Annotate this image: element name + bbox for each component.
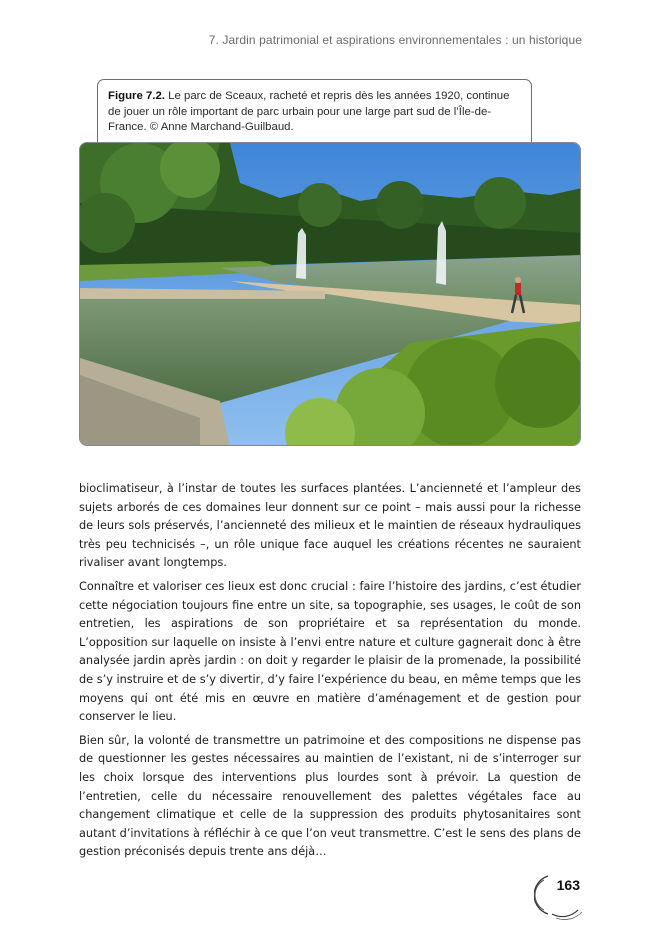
paragraph: bioclimatiseur, à l’instar de toutes les surfaces plantées. L’ancienneté et l’ampleur des sujets arborés de ces domaines leur donnent sur ce point – mais aussi pour la richesse de leurs sols préservés, l’ancienneté des milieux et le maintien de réseaux hydrauliques très peu technicisés –, un rôle unique face auquel les créations récentes ne sauraient rivaliser avant longtemps. xyxy=(79,482,581,570)
running-header: 7. Jardin patrimonial et aspirations environnementales : un historique xyxy=(208,33,582,47)
figure-caption xyxy=(97,79,532,143)
figure-photo xyxy=(79,142,581,446)
figure-label: Figure 7.2. xyxy=(108,90,165,102)
page-number: 163 xyxy=(556,877,580,893)
paragraph: Connaître et valoriser ces lieux est donc crucial : faire l’histoire des jardins, c’est étudier cette négociation toujours fine entre un site, sa topographie, ses usages, le coût de son entretien, les aspirations de son propriétaire et sa représentation du monde. L’opposition sur laquelle on insiste à l’envi entre nature et culture gagnerait donc à être analysée jardin après jardin : on doit y regarder le plaisir de la promenade, la possibilité de s’y instruire et de s’y divertir, d’y faire l’expérience du beau, en même temps que les moyens qui ont été mis en œuvre en matière d’aménagement et de gestion pour conserver le lieu. xyxy=(79,579,581,724)
figure-caption-text: Le parc de Sceaux, racheté et repris dès les années 1920, continue de jouer un rôle important de parc urbain pour une large part sud de l’Île-de-France. © Anne Marchand-Guilbaud. xyxy=(108,90,510,134)
paragraph: Bien sûr, la volonté de transmettre un patrimoine et des compositions ne dispense pas de questionner les gestes nécessaires au maintien de l’existant, ni de s’interroger sur les choix lorsque des interventions plus lourdes sont à prévoir. La question de l’entretien, celle du nécessaire renouvellement des palettes végétales face au changement climatique et celle de la suppression des produits phytosanitaires sont autant d’invitations à réfléchir à ce que l’on veut transmettre. C’est le sens des plans de gestion préconisés depuis trente ans déjà… xyxy=(79,733,581,859)
body-text xyxy=(79,480,581,867)
park-photo-illustration xyxy=(80,143,581,446)
